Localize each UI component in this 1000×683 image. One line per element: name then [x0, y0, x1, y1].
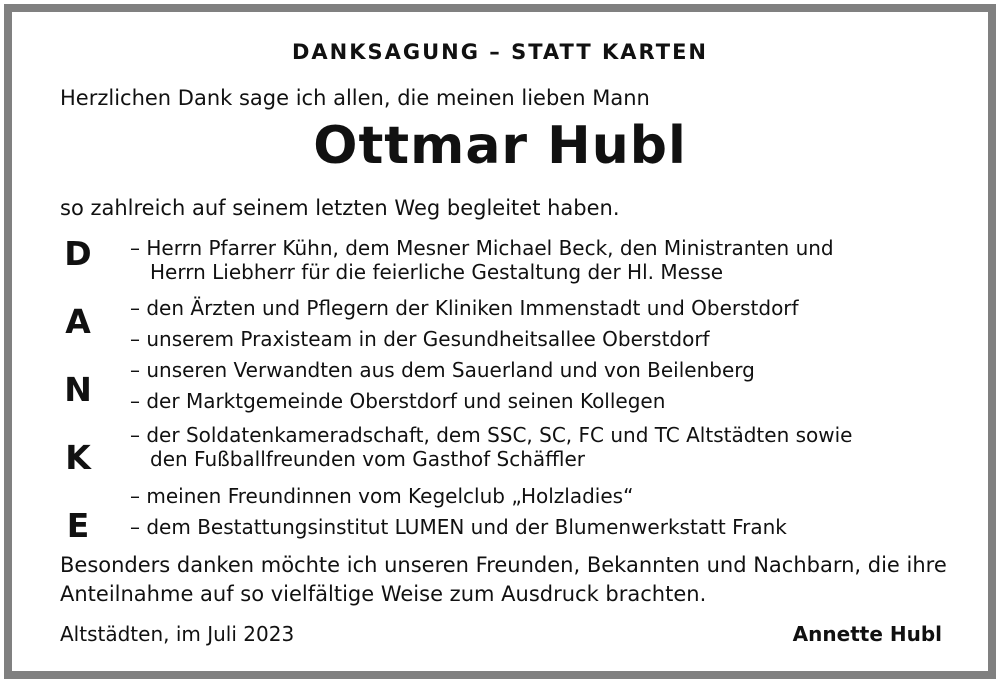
thanks-item-continuation: Herrn Liebherr für die feierliche Gestaltung der Hl. Messe	[150, 260, 724, 284]
thanks-item	[130, 423, 852, 471]
danke-letter-k: K	[65, 438, 91, 477]
thanks-item	[130, 515, 787, 539]
after-name-text: so zahlreich auf seinem letzten Weg begleitet haben.	[60, 196, 620, 220]
danke-letter-e: E	[66, 506, 90, 545]
signature: Annette Hubl	[792, 622, 942, 646]
thanks-item	[130, 296, 799, 320]
deceased-name: Ottmar Hubl	[313, 116, 687, 176]
thanks-item	[130, 236, 834, 284]
thanks-item	[130, 358, 755, 382]
thanks-item-line: – dem Bestattungsinstitut LUMEN und der Blumenwerkstatt Frank	[130, 515, 787, 539]
thanks-item-continuation: den Fußballfreunden vom Gasthof Schäffler	[150, 447, 586, 471]
danke-letter-d: D	[64, 234, 92, 273]
thanks-item-line: – der Soldatenkameradschaft, dem SSC, SC, FC und TC Altstädten sowie	[130, 423, 853, 447]
danke-letter-n: N	[64, 370, 92, 409]
closing-text-line-1: Besonders danken möchte ich unseren Freunden, Bekannten und Nachbarn, die ihre	[60, 553, 947, 577]
notice-frame	[4, 4, 996, 679]
thanks-item	[130, 484, 633, 508]
place-date: Altstädten, im Juli 2023	[60, 622, 295, 646]
danke-letter-a: A	[65, 302, 91, 341]
thanks-item	[130, 389, 665, 413]
thanks-item-line: – der Marktgemeinde Oberstdorf und seinen Kollegen	[130, 389, 666, 413]
thanks-item-line: – meinen Freundinnen vom Kegelclub „Holzladies“	[130, 484, 634, 508]
thanks-item-line: – unseren Verwandten aus dem Sauerland und von Beilenberg	[130, 358, 755, 382]
intro-text: Herzlichen Dank sage ich allen, die meinen lieben Mann	[60, 86, 650, 110]
thanks-item	[130, 327, 710, 351]
closing-text-line-2: Anteilnahme auf so vielfältige Weise zum Ausdruck brachten.	[60, 582, 707, 606]
notice-heading: DANKSAGUNG – STATT KARTEN	[291, 40, 708, 64]
thanks-item-line: – unserem Praxisteam in der Gesundheitsallee Oberstdorf	[130, 327, 710, 351]
thanks-item-line: – Herrn Pfarrer Kühn, dem Mesner Michael Beck, den Ministranten und	[130, 236, 834, 260]
thanks-item-line: – den Ärzten und Pflegern der Kliniken Immenstadt und Oberstdorf	[130, 296, 799, 320]
